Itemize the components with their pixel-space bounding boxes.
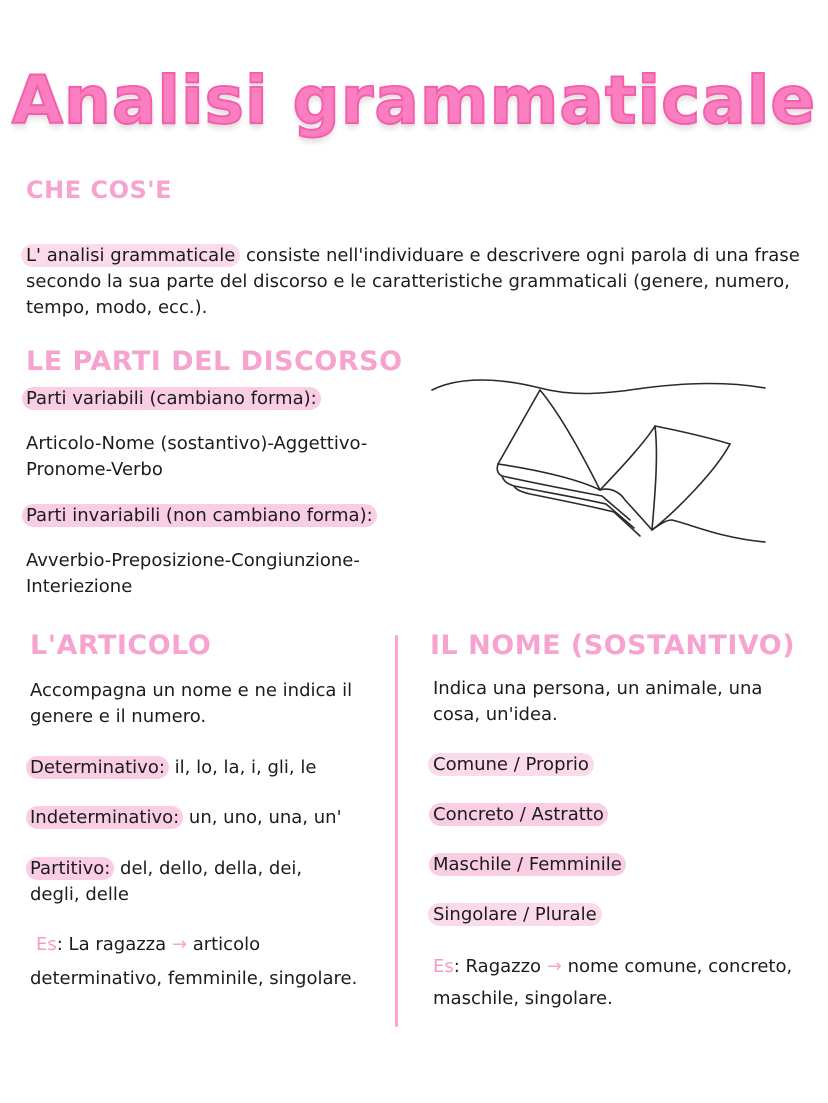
definition-paragraph [26, 243, 806, 321]
invariable-parts-list-line: Avverbio-Preposizione-Congiunzione- [26, 550, 360, 571]
example-text: : Ragazzo [453, 956, 547, 977]
partitive-value-line2: degli, delle [30, 884, 129, 905]
partitive-value: del, dello, della, dei, [114, 858, 303, 879]
example-result: nome comune, concreto, [561, 956, 793, 977]
arrow-right-icon: → [546, 956, 562, 977]
section-heading-noun: IL NOME (SOSTANTIVO) [430, 630, 796, 661]
variable-parts-list [26, 431, 367, 483]
noun-pair-concrete-abstract [433, 802, 608, 828]
noun-intro-line: cosa, un'idea. [433, 704, 558, 725]
article-determinative [30, 755, 316, 781]
indeterminative-label: Indeterminativo: [26, 806, 183, 829]
article-intro-line: genere e il numero. [30, 706, 207, 727]
invariable-parts-list [26, 548, 360, 600]
article-example-result-line2: determinativo, femminile, singolare. [30, 968, 358, 989]
noun-pair-text: Concreto / Astratto [429, 803, 608, 826]
variable-parts-label-text: Parti variabili (cambiano forma): [22, 387, 321, 410]
article-indeterminative [30, 805, 342, 831]
noun-pair-text: Maschile / Femminile [429, 853, 626, 876]
noun-pair-common-proper [433, 752, 594, 778]
arrow-right-icon: → [171, 934, 187, 955]
variable-parts-list-line: Articolo-Nome (sostantivo)-Aggettivo- [26, 433, 368, 454]
section-heading-what: CHE COS'E [26, 176, 172, 204]
invariable-parts-list-line: Interiezione [26, 576, 133, 597]
example-label: Es [433, 956, 454, 977]
section-heading-parts: LE PARTI DEL DISCORSO [26, 346, 403, 377]
definition-highlight: L' analisi grammaticale [21, 244, 240, 267]
noun-intro [433, 676, 762, 728]
section-heading-article: L'ARTICOLO [30, 630, 212, 661]
noun-pair-singular-plural [433, 902, 602, 928]
example-text: : La ragazza [56, 934, 172, 955]
article-partitive [30, 856, 302, 908]
indeterminative-value: un, uno, una, un' [183, 807, 342, 828]
noun-example-result-line2: maschile, singolare. [433, 988, 613, 1009]
invariable-parts-label [26, 503, 377, 529]
article-example [36, 932, 260, 958]
variable-parts-label [26, 386, 321, 412]
column-divider [395, 635, 398, 1027]
determinative-label: Determinativo: [26, 756, 169, 779]
noun-pair-masculine-feminine [433, 852, 626, 878]
noun-intro-line: Indica una persona, un animale, una [433, 678, 763, 699]
invariable-parts-label-text: Parti invariabili (non cambiano forma): [22, 504, 377, 527]
page-title: Analisi grammaticale [11, 62, 817, 139]
definition-body: consiste nell'individuare e descrivere ogni parola di una frase secondo la sua parte del discorso e le caratteristiche grammaticali (genere, numero, tempo, modo, ecc.). [26, 245, 800, 318]
noun-pair-text: Singolare / Plurale [428, 903, 602, 926]
noun-pair-text: Comune / Proprio [428, 753, 594, 776]
partitive-label: Partitivo: [26, 857, 114, 880]
variable-parts-list-line: Pronome-Verbo [26, 459, 163, 480]
determinative-value: il, lo, la, i, gli, le [168, 757, 317, 778]
article-intro [30, 678, 352, 730]
article-intro-line: Accompagna un nome e ne indica il [30, 680, 353, 701]
noun-example [433, 954, 792, 980]
open-book-line-drawing-icon [430, 372, 770, 547]
example-label: Es [36, 934, 57, 955]
example-result: articolo [186, 934, 261, 955]
